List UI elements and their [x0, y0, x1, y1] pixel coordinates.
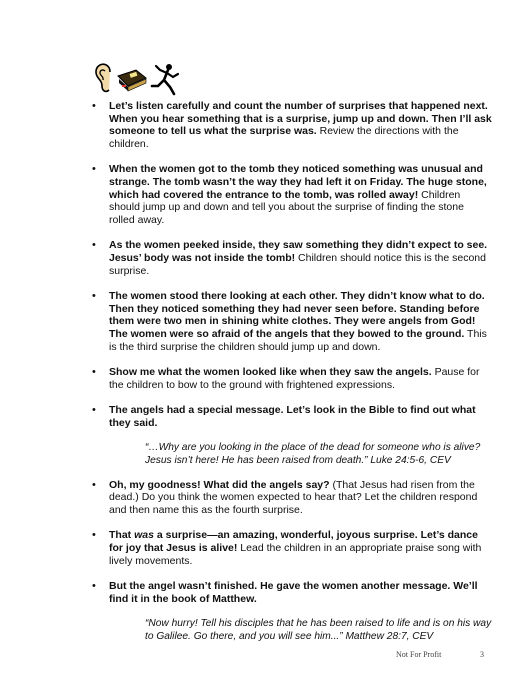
bold-text-lead: That: [109, 529, 135, 542]
body-text: (That Jesus had risen from the dead.) Do you think the women expected to hear that? Let the children respond and then name this as the fourth surprise.: [109, 478, 478, 516]
page-number: 3: [480, 650, 484, 659]
body-text: Pause for the children to bow to the ground with frightened expressions.: [109, 366, 480, 391]
lesson-content: [92, 100, 492, 655]
body-text: Children should notice this is the second surprise.: [109, 251, 486, 277]
header-icons: [94, 62, 184, 98]
list-item: [92, 479, 492, 517]
running-figure-icon: [150, 62, 182, 96]
page-footer: [0, 648, 532, 668]
body-text: This is the third surprise the children should jump up and down.: [109, 327, 487, 353]
list-item: [92, 529, 492, 567]
bold-text: When the women got to the tomb they noticed something was unusual and strange. The tomb wasn’t the way they had left it on Friday. The huge stone, which had covered the entrance to the tomb, was rolled away!: [109, 163, 487, 201]
list-item: [92, 239, 492, 277]
list-item: [92, 366, 492, 391]
scripture-quote: “…Why are you looking in the place of the dead for someone who is alive? Jesus isn’t here! He has been raised from death.” Luke 24:5-6, CEV: [145, 442, 481, 467]
bold-text: The women stood there looking at each other. They didn’t know what to do. Then they noticed something they had never seen before. Standing before them were two men in shining white clothes. They were angels from God! The women were so afraid of the angels that they bowed to the ground.: [109, 290, 485, 340]
bible-icon: [116, 66, 148, 94]
body-text: Lead the children in an appropriate praise song with lively movements.: [109, 542, 482, 567]
bold-text: Oh, my goodness! What did the angels say?: [109, 478, 330, 491]
scripture-quote: “Now hurry! Tell his disciples that he has been raised to life and is on his way to Galilee. Go there, and you will see him...” Matthew 28:7, CEV: [145, 618, 492, 642]
bold-text: Let’s listen carefully and count the number of surprises that happened next. When you hear something that is a surprise, jump up and down. Then I’ll ask someone to tell us what the surprise was.: [109, 100, 492, 138]
list-item: [92, 290, 492, 353]
list-item: [92, 580, 492, 605]
bold-text: But the angel wasn’t finished. He gave the women another message. We’ll find it in the book of Matthew.: [109, 580, 478, 605]
bold-text: Show me what the women looked like when they saw the angels.: [109, 366, 432, 379]
footer-label: Not For Profit: [396, 650, 442, 659]
list-item: [92, 404, 492, 429]
bold-text: As the women peeked inside, they saw something they didn’t expect to see. Jesus’ body was not inside the tomb!: [109, 239, 488, 264]
body-text: Children should jump up and down and tell you about the surprise of finding the stone rolled away.: [109, 188, 464, 226]
ear-icon: [94, 62, 114, 94]
body-text: Review the directions with the children.: [109, 125, 459, 150]
bold-text: The angels had a special message. Let’s look in the Bible to find out what they said.: [109, 404, 476, 429]
bold-text: a surprise—an amazing, wonderful, joyous surprise. Let’s dance for joy that Jesus is alive!: [109, 529, 478, 555]
bold-emphasis: was: [134, 529, 154, 542]
list-item: [92, 163, 492, 226]
bullet-list: [92, 479, 492, 606]
list-item: [92, 100, 492, 150]
bullet-list: [92, 100, 492, 429]
